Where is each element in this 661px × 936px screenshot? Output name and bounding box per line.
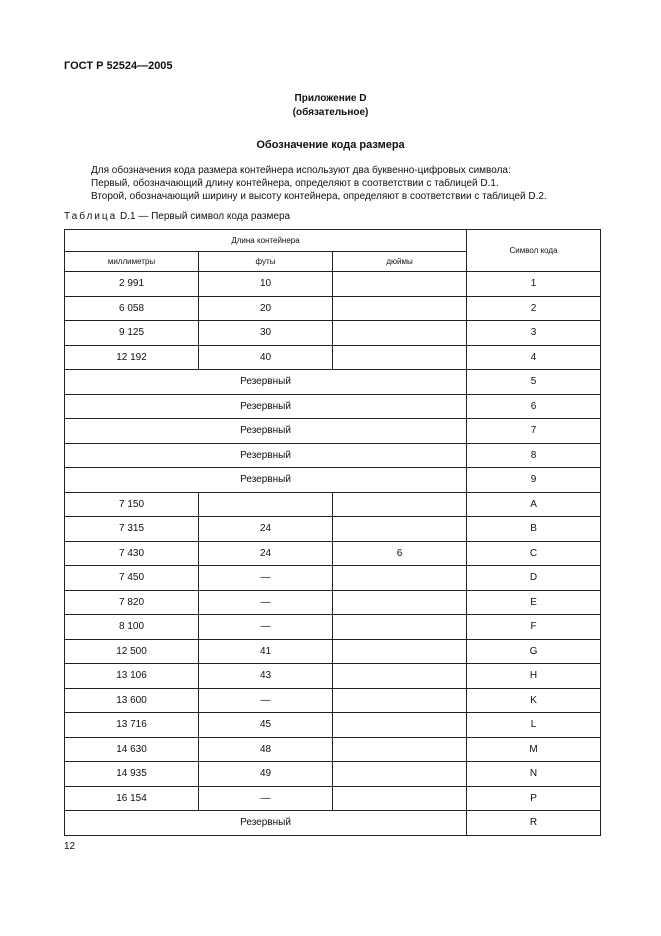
annex-title: Приложение D bbox=[294, 93, 367, 104]
cell-mm: 7 820 bbox=[65, 590, 199, 615]
cell-ft: 43 bbox=[199, 664, 333, 689]
cell-code: A bbox=[467, 492, 601, 517]
cell-code: H bbox=[467, 664, 601, 689]
cell-in bbox=[333, 566, 467, 591]
cell-in bbox=[333, 762, 467, 787]
cell-in bbox=[333, 492, 467, 517]
cell-in bbox=[333, 688, 467, 713]
cell-code: 7 bbox=[467, 419, 601, 444]
cell-in bbox=[333, 786, 467, 811]
annex-heading bbox=[0, 92, 661, 120]
cell-code: F bbox=[467, 615, 601, 640]
annex-status: (обязательное) bbox=[292, 107, 369, 118]
header-length: Длина контейнера bbox=[65, 230, 467, 252]
table-row bbox=[65, 517, 601, 542]
cell-mm: 12 500 bbox=[65, 639, 199, 664]
cell-ft: 24 bbox=[199, 517, 333, 542]
cell-in bbox=[333, 639, 467, 664]
table-row bbox=[65, 492, 601, 517]
cell-mm: 13 716 bbox=[65, 713, 199, 738]
intro-paragraph bbox=[91, 164, 547, 203]
cell-mm: 9 125 bbox=[65, 321, 199, 346]
cell-code: 4 bbox=[467, 345, 601, 370]
cell-ft: 30 bbox=[199, 321, 333, 346]
cell-code: 6 bbox=[467, 394, 601, 419]
cell-code: G bbox=[467, 639, 601, 664]
cell-mm: 7 315 bbox=[65, 517, 199, 542]
cell-mm: 12 192 bbox=[65, 345, 199, 370]
table-row bbox=[65, 566, 601, 591]
cell-mm: 7 430 bbox=[65, 541, 199, 566]
cell-code: 2 bbox=[467, 296, 601, 321]
cell-ft: — bbox=[199, 590, 333, 615]
cell-in bbox=[333, 345, 467, 370]
cell-reserved: Резервный bbox=[65, 394, 467, 419]
table-row bbox=[65, 639, 601, 664]
table-row bbox=[65, 321, 601, 346]
cell-code: 8 bbox=[467, 443, 601, 468]
table-row bbox=[65, 713, 601, 738]
table-row bbox=[65, 296, 601, 321]
cell-mm: 14 630 bbox=[65, 737, 199, 762]
cell-in bbox=[333, 737, 467, 762]
cell-code: K bbox=[467, 688, 601, 713]
table-caption-text: D.1 — Первый символ кода размера bbox=[120, 211, 291, 222]
cell-reserved: Резервный bbox=[65, 468, 467, 493]
table-row bbox=[65, 615, 601, 640]
cell-code: L bbox=[467, 713, 601, 738]
table-caption-word: Таблица bbox=[64, 211, 118, 222]
section-title: Обозначение кода размера bbox=[256, 139, 405, 151]
page-number: 12 bbox=[64, 841, 76, 852]
header-ft: футы bbox=[199, 252, 333, 272]
table-row bbox=[65, 468, 601, 493]
cell-ft bbox=[199, 492, 333, 517]
table-row bbox=[65, 762, 601, 787]
table-row bbox=[65, 811, 601, 836]
cell-ft: — bbox=[199, 786, 333, 811]
cell-code: 5 bbox=[467, 370, 601, 395]
cell-ft: — bbox=[199, 566, 333, 591]
table-header-row bbox=[65, 230, 601, 252]
cell-in bbox=[333, 615, 467, 640]
cell-code: M bbox=[467, 737, 601, 762]
cell-in bbox=[333, 713, 467, 738]
cell-mm: 7 450 bbox=[65, 566, 199, 591]
table-row bbox=[65, 345, 601, 370]
cell-ft: 10 bbox=[199, 272, 333, 297]
header-in: дюймы bbox=[333, 252, 467, 272]
cell-ft: 24 bbox=[199, 541, 333, 566]
cell-code: B bbox=[467, 517, 601, 542]
cell-ft: 20 bbox=[199, 296, 333, 321]
cell-code: P bbox=[467, 786, 601, 811]
header-code: Символ кода bbox=[467, 230, 601, 272]
cell-mm: 13 106 bbox=[65, 664, 199, 689]
cell-reserved: Резервный bbox=[65, 419, 467, 444]
table-row bbox=[65, 737, 601, 762]
cell-code: 3 bbox=[467, 321, 601, 346]
cell-in bbox=[333, 296, 467, 321]
cell-reserved: Резервный bbox=[65, 811, 467, 836]
intro-line-2: Первый, обозначающий длину контейнера, определяют в соответствии с таблицей D.1. bbox=[91, 178, 499, 189]
cell-ft: 48 bbox=[199, 737, 333, 762]
cell-code: N bbox=[467, 762, 601, 787]
cell-ft: 49 bbox=[199, 762, 333, 787]
cell-in: 6 bbox=[333, 541, 467, 566]
intro-line-3: Второй, обозначающий ширину и высоту контейнера, определяют в соответствии с таблицей D.2. bbox=[91, 191, 547, 202]
cell-ft: — bbox=[199, 615, 333, 640]
cell-ft: 41 bbox=[199, 639, 333, 664]
table-row bbox=[65, 786, 601, 811]
cell-ft: 45 bbox=[199, 713, 333, 738]
cell-code: 1 bbox=[467, 272, 601, 297]
cell-mm: 14 935 bbox=[65, 762, 199, 787]
cell-in bbox=[333, 664, 467, 689]
table-row bbox=[65, 688, 601, 713]
intro-line-1: Для обозначения кода размера контейнера используют два буквенно-цифровых символа: bbox=[91, 165, 511, 176]
cell-code: R bbox=[467, 811, 601, 836]
cell-mm: 16 154 bbox=[65, 786, 199, 811]
table-row bbox=[65, 443, 601, 468]
table-row bbox=[65, 370, 601, 395]
cell-in bbox=[333, 272, 467, 297]
cell-ft: — bbox=[199, 688, 333, 713]
table-row bbox=[65, 419, 601, 444]
header-mm: миллиметры bbox=[65, 252, 199, 272]
table-row bbox=[65, 541, 601, 566]
cell-mm: 6 058 bbox=[65, 296, 199, 321]
cell-ft: 40 bbox=[199, 345, 333, 370]
table-row bbox=[65, 664, 601, 689]
table-row bbox=[65, 394, 601, 419]
cell-reserved: Резервный bbox=[65, 443, 467, 468]
table-caption bbox=[64, 211, 290, 222]
cell-reserved: Резервный bbox=[65, 370, 467, 395]
cell-code: 9 bbox=[467, 468, 601, 493]
cell-mm: 2 991 bbox=[65, 272, 199, 297]
cell-code: D bbox=[467, 566, 601, 591]
cell-code: E bbox=[467, 590, 601, 615]
standard-number: ГОСТ Р 52524—2005 bbox=[64, 60, 173, 72]
table-row bbox=[65, 590, 601, 615]
cell-in bbox=[333, 517, 467, 542]
cell-code: C bbox=[467, 541, 601, 566]
cell-mm: 8 100 bbox=[65, 615, 199, 640]
cell-mm: 7 150 bbox=[65, 492, 199, 517]
cell-mm: 13 600 bbox=[65, 688, 199, 713]
table-row bbox=[65, 272, 601, 297]
cell-in bbox=[333, 590, 467, 615]
size-code-table bbox=[64, 229, 601, 836]
cell-in bbox=[333, 321, 467, 346]
